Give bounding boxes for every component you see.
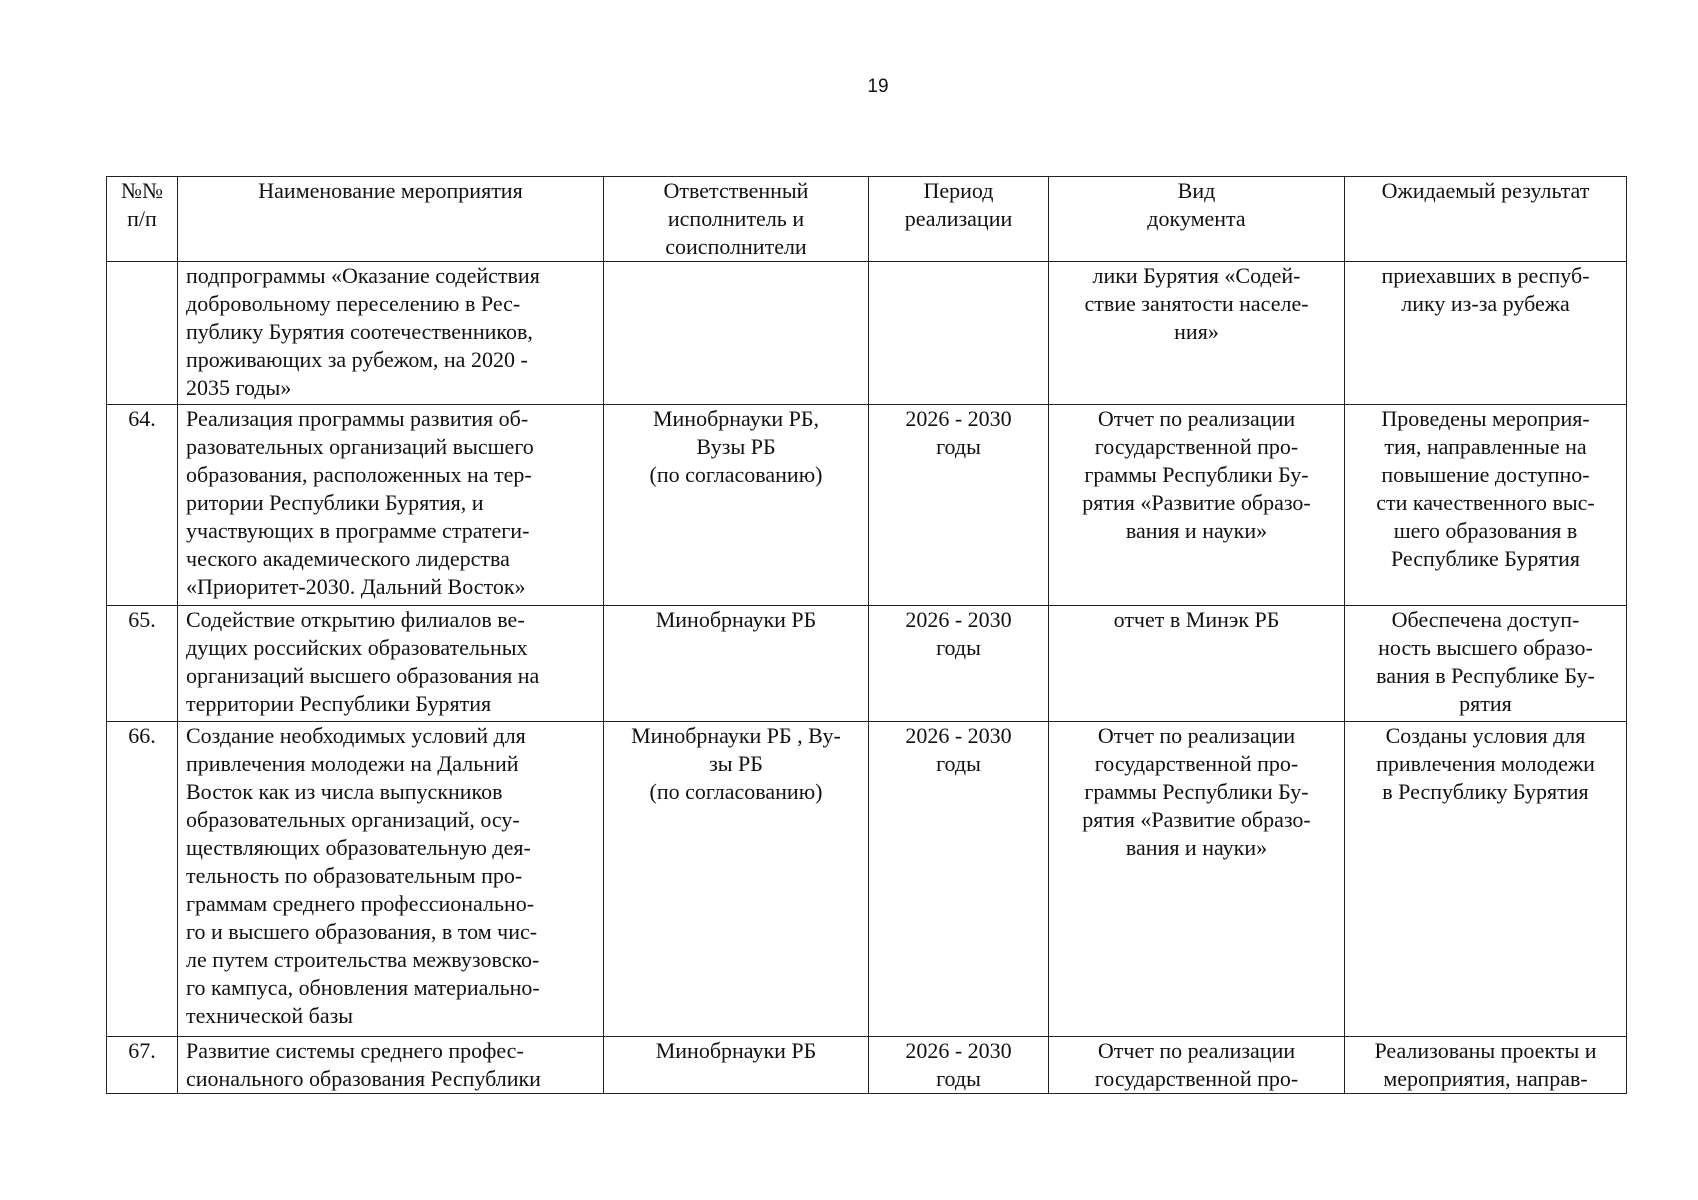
text-line: лику из-за рубежа: [1401, 291, 1570, 316]
text-line: участвующих в программе стратеги-: [186, 518, 530, 543]
cell-num: 64.: [107, 405, 178, 606]
text-line: граммам среднего профессионально-: [186, 891, 535, 916]
text-line: реализации: [904, 206, 1013, 231]
text-line: годы: [936, 751, 981, 776]
text-line: рятия «Развитие образо-: [1082, 807, 1311, 832]
text-line: Содействие открытию филиалов ве-: [186, 607, 525, 632]
text-line: Период: [923, 178, 994, 203]
text-line: в Республику Бурятия: [1382, 779, 1589, 804]
header-name: [178, 177, 604, 262]
text-line: (по согласованию): [649, 462, 823, 487]
cell-result: [1345, 606, 1627, 722]
text-line: го кампуса, обновления материально-: [186, 975, 540, 1000]
header-responsible: [604, 177, 869, 262]
text-line: государственной про-: [1094, 751, 1299, 776]
text-line: образования, расположенных на тер-: [186, 462, 532, 487]
header-doc-type: [1049, 177, 1345, 262]
cell-period: [869, 262, 1049, 405]
cell-responsible: [604, 262, 869, 405]
text-line: годы: [936, 1066, 981, 1091]
header-result: [1345, 177, 1627, 262]
text-line: Отчет по реализации: [1097, 406, 1296, 431]
cell-period: [869, 722, 1049, 1037]
table-row: [107, 262, 1627, 405]
text-line: дущих российских образовательных: [186, 635, 528, 660]
cell-responsible: [604, 405, 869, 606]
cell-name: [178, 262, 604, 405]
text-line: 2035 годы»: [186, 375, 292, 400]
text-line: Обеспечена доступ-: [1391, 607, 1580, 632]
text-line: вания и науки»: [1125, 835, 1268, 860]
text-line: Вузы РБ: [696, 434, 776, 459]
text-line: граммы Республики Бу-: [1084, 462, 1309, 487]
cell-num: 66.: [107, 722, 178, 1037]
text-line: ствие занятости населе-: [1084, 291, 1309, 316]
text-line: (по согласованию): [649, 779, 823, 804]
text-line: соисполнители: [665, 234, 807, 259]
text-line: отчет в Минэк РБ: [1113, 607, 1280, 632]
text-line: ле путем строительства межвузовско-: [186, 947, 540, 972]
text-line: привлечения молодежи на Дальний: [186, 751, 519, 776]
text-line: тия, направленные на: [1384, 434, 1587, 459]
text-line: повышение доступно-: [1381, 462, 1590, 487]
text-line: вания и науки»: [1125, 518, 1268, 543]
cell-name: [178, 606, 604, 722]
cell-name: [178, 1037, 604, 1094]
text-line: сти качественного выс-: [1376, 490, 1595, 515]
text-line: ществляющих образовательную дея-: [186, 835, 531, 860]
text-line: проживающих за рубежом, на 2020 -: [186, 347, 528, 372]
text-line: Вид: [1177, 178, 1216, 203]
text-line: Республике Бурятия: [1390, 546, 1581, 571]
cell-result: [1345, 1037, 1627, 1094]
text-line: публику Бурятия соотечественников,: [186, 319, 533, 344]
text-line: Реализация программы развития об-: [186, 406, 529, 431]
text-line: «Приоритет-2030. Дальний Восток»: [186, 574, 526, 599]
cell-doc-type: [1049, 1037, 1345, 1094]
text-line: Реализованы проекты и: [1374, 1038, 1597, 1063]
text-line: Наименование мероприятия: [258, 178, 523, 203]
text-line: вания в Республике Бу-: [1376, 663, 1595, 688]
cell-period: [869, 405, 1049, 606]
cell-responsible: [604, 722, 869, 1037]
text-line: подпрограммы «Оказание содействия: [186, 263, 540, 288]
text-line: приехавших в респуб-: [1381, 263, 1590, 288]
text-line: го и высшего образования, в том чис-: [186, 919, 538, 944]
cell-doc-type: [1049, 606, 1345, 722]
cell-name: [178, 405, 604, 606]
text-line: граммы Республики Бу-: [1084, 779, 1309, 804]
cell-result: [1345, 262, 1627, 405]
text-line: 2026 - 2030: [905, 723, 1012, 748]
text-line: территории Республики Бурятия: [186, 691, 492, 716]
text-line: лики Бурятия «Содей-: [1092, 263, 1301, 288]
text-line: образовательных организаций, осу-: [186, 807, 520, 832]
table-row: [107, 1037, 1627, 1094]
text-line: рятия: [1459, 691, 1512, 716]
cell-num: [107, 262, 178, 405]
text-line: Минобрнауки РБ,: [652, 406, 820, 431]
text-line: ность высшего образо-: [1378, 635, 1593, 660]
text-line: Развитие системы среднего профес-: [186, 1038, 524, 1063]
text-line: 2026 - 2030: [905, 607, 1012, 632]
cell-responsible: [604, 1037, 869, 1094]
text-line: Отчет по реализации: [1097, 1038, 1296, 1063]
text-line: Минобрнауки РБ: [655, 607, 817, 632]
activities-table: [106, 176, 1627, 1094]
text-line: привлечения молодежи: [1376, 751, 1595, 776]
cell-num: 67.: [107, 1037, 178, 1094]
cell-responsible: [604, 606, 869, 722]
text-line: ритории Республики Бурятия, и: [186, 490, 484, 515]
text-line: Созданы условия для: [1385, 723, 1586, 748]
text-line: ческого академического лидерства: [186, 546, 510, 571]
text-line: сионального образования Республики: [186, 1066, 541, 1091]
text-line: ния»: [1174, 319, 1219, 344]
text-line: Создание необходимых условий для: [186, 723, 526, 748]
text-line: государственной про-: [1094, 1066, 1299, 1091]
cell-doc-type: [1049, 262, 1345, 405]
text-line: Восток как из числа выпускников: [186, 779, 503, 804]
text-line: разовательных организаций высшего: [186, 434, 534, 459]
text-line: Ожидаемый результат: [1381, 178, 1590, 203]
cell-doc-type: [1049, 722, 1345, 1037]
text-line: годы: [936, 635, 981, 660]
text-line: 2026 - 2030: [905, 406, 1012, 431]
text-line: документа: [1147, 206, 1246, 231]
text-line: тельность по образовательным про-: [186, 863, 523, 888]
text-line: добровольному переселению в Рес-: [186, 291, 521, 316]
text-line: №№: [121, 178, 163, 203]
header-period: [869, 177, 1049, 262]
cell-num: 65.: [107, 606, 178, 722]
cell-result: [1345, 405, 1627, 606]
cell-result: [1345, 722, 1627, 1037]
text-line: Отчет по реализации: [1097, 723, 1296, 748]
text-line: 2026 - 2030: [905, 1038, 1012, 1063]
cell-period: [869, 1037, 1049, 1094]
text-line: Ответственный: [663, 178, 809, 203]
text-line: Минобрнауки РБ: [655, 1038, 817, 1063]
header-num: [107, 177, 178, 262]
page-number: 19: [867, 76, 889, 97]
text-line: годы: [936, 434, 981, 459]
table-row: [107, 606, 1627, 722]
text-line: мероприятия, направ-: [1383, 1066, 1588, 1091]
text-line: зы РБ: [709, 751, 763, 776]
table-row: [107, 722, 1627, 1037]
cell-doc-type: [1049, 405, 1345, 606]
text-line: Проведены мероприя-: [1381, 406, 1590, 431]
text-line: Минобрнауки РБ , Ву-: [631, 723, 841, 748]
table-row: [107, 405, 1627, 606]
table-header-row: [107, 177, 1627, 262]
text-line: технической базы: [186, 1003, 354, 1028]
cell-name: [178, 722, 604, 1037]
text-line: исполнитель и: [667, 206, 805, 231]
text-line: организаций высшего образования на: [186, 663, 540, 688]
text-line: шего образования в: [1393, 518, 1578, 543]
text-line: рятия «Развитие образо-: [1082, 490, 1311, 515]
text-line: государственной про-: [1094, 434, 1299, 459]
cell-period: [869, 606, 1049, 722]
text-line: п/п: [127, 206, 157, 231]
